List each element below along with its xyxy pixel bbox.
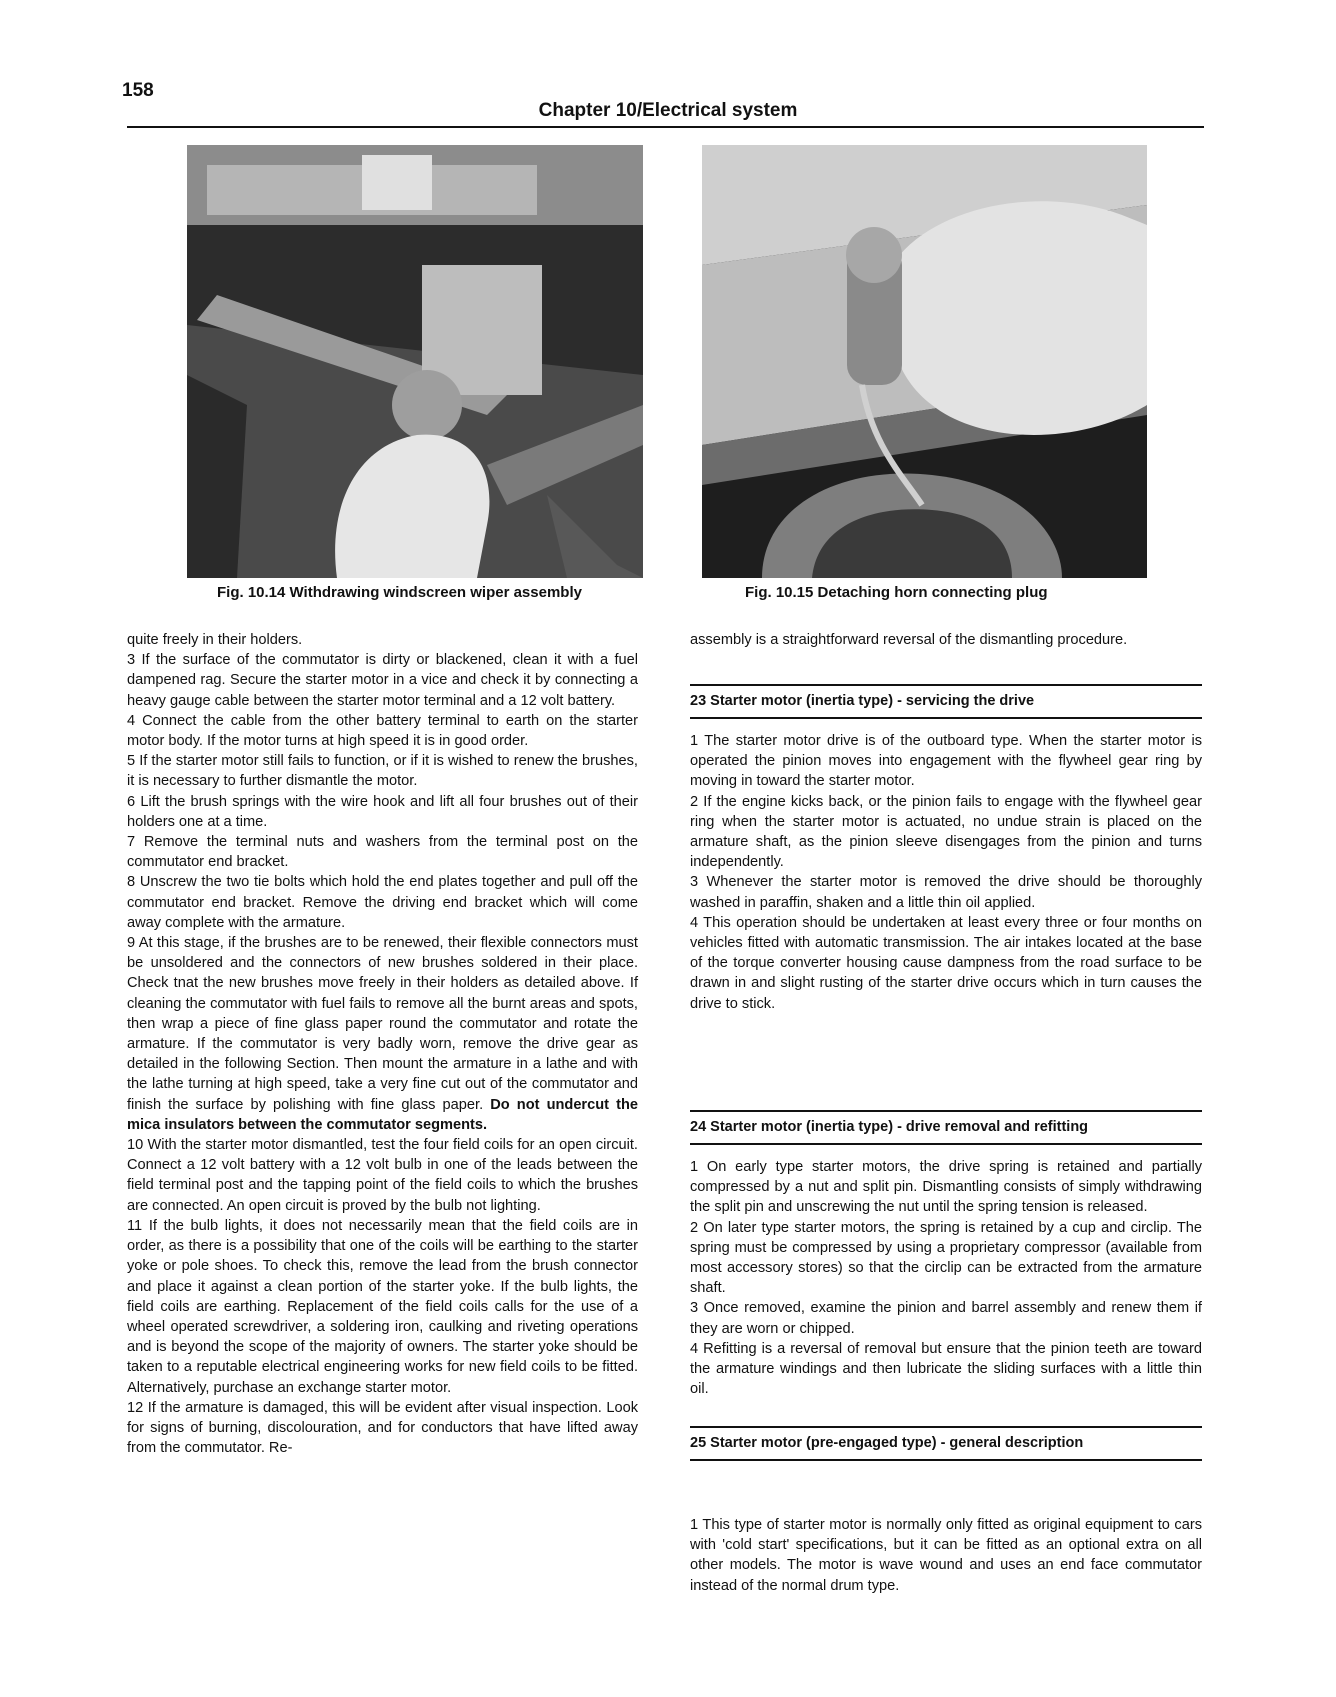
section-23-paragraph: 3 Whenever the starter motor is removed the drive should be thoroughly washed in paraffin, shaken and a little thin oil applied.	[690, 874, 1202, 911]
left-column	[127, 630, 638, 1458]
header-rule	[127, 126, 1204, 128]
right-intro-text: assembly is a straightforward reversal of the dismantling procedure.	[690, 632, 1128, 648]
chapter-title: Chapter 10/Electrical system	[538, 100, 798, 121]
right-intro	[690, 630, 1202, 650]
section-25-body	[690, 1515, 1202, 1596]
left-paragraph: 8 Unscrew the two tie bolts which hold the end plates together and pull off the commutator end bracket. Remove the driving end bracket which will come away complete with the armature.	[127, 874, 638, 931]
section-23-body	[690, 731, 1202, 1014]
left-paragraph: 5 If the starter motor still fails to function, or if it is wished to renew the brushes, it is necessary to further dismantle the motor.	[127, 753, 638, 790]
left-paragraph: 12 If the armature is damaged, this will be evident after visual inspection. Look for signs of burning, discolouration, and for conductors that have lifted away from the commutator. Re-	[127, 1399, 638, 1457]
section-23-paragraph: 4 This operation should be undertaken at least every three or four months on vehicles fitted with automatic transmission. The air intakes located at the base of the torque converter housing cause dampness from the road surface to be drawn in and slight rusting of the starter drive occurs which in turn causes the drive to stick.	[690, 914, 1202, 1012]
p9-text: 9 At this stage, if the brushes are to be renewed, their flexible connectors must be unsoldered and the connectors of new brushes soldered in their place. Check tnat the new brushes move freely in their holders as detailed above. If cleaning the commutator with fuel fails to remove all the burnt areas and spots, then wrap a piece of fine glass paper round the commutator and rotate the armature. If the commutator is very badly worn, remove the drive gear as detailed in the following Section. Then mount the armature in a lathe and with the lathe turning at high speed, take a very fine cut out of the commutator and finish the surface by polishing with fine glass paper.	[127, 935, 638, 1113]
figure-10-15-caption: Fig. 10.15 Detaching horn connecting plug	[745, 584, 1048, 601]
section-24-body	[690, 1157, 1202, 1399]
left-paragraph: 4 Connect the cable from the other battery terminal to earth on the starter motor body. If the motor turns at high speed it is in good order.	[127, 712, 638, 750]
p9-warning: Do not undercut the mica insulators between the commutator segments.	[127, 1096, 638, 1133]
section-24-paragraph: 2 On later type starter motors, the spring is retained by a cup and circlip. The spring must be compressed by using a proprietary compressor (available from most accessory stores) so that the circlip can be extracted from the armature shaft.	[690, 1219, 1202, 1297]
section-23-paragraph: 2 If the engine kicks back, or the pinion fails to engage with the flywheel gear ring when the starter motor is actuated, no undue strain is placed on the armature shaft, as the pinion sleeve disengages from the pinion and turns independently.	[690, 793, 1202, 871]
figure-10-14-caption: Fig. 10.14 Withdrawing windscreen wiper assembly	[217, 584, 582, 601]
left-paragraph: 11 If the bulb lights, it does not necessarily mean that the field coils are in order, as there is a possibility that one of the coils will be earthing to the starter yoke or pole shoes. To check this, remove the lead from the brush connector and place it against a clean portion of the starter yoke. If the bulb lights, the field coils are earthing. Replacement of the field coils calls for the use of a wheel operated screwdriver, a soldering iron, caulking and riveting operations and is beyond the scope of the majority of owners. The starter yoke should be taken to a reputable electrical engineering works for new field coils to be fitted. Alternatively, purchase an exchange starter motor.	[127, 1217, 638, 1396]
left-paragraph: 10 With the starter motor dismantled, test the four field coils for an open circuit. Connect a 12 volt battery with a 12 volt bulb in one of the leads between the field terminal post and the tapping point of the field coils to which the brushes are connected. An open circuit is proved by the bulb not lighting.	[127, 1137, 638, 1214]
left-paragraph-9	[127, 933, 638, 1135]
section-25-heading: 25 Starter motor (pre-engaged type) - general description	[690, 1426, 1202, 1461]
left-paragraph: 7 Remove the terminal nuts and washers from the terminal post on the commutator end bracket.	[127, 834, 638, 871]
figure-10-15-photo	[702, 145, 1147, 578]
section-24-paragraph: 1 On early type starter motors, the drive spring is retained and partially compressed by a nut and split pin. Dismantling consists of simply withdrawing the split pin and unscrewing the nut until the spring tension is released.	[690, 1159, 1202, 1216]
section-23-paragraph: 1 The starter motor drive is of the outboard type. When the starter motor is operated the pinion moves into engagement with the flywheel gear ring by moving in toward the starter motor.	[690, 733, 1202, 790]
left-paragraph: 6 Lift the brush springs with the wire hook and lift all four brushes out of their holders one at a time.	[127, 793, 638, 830]
section-23-heading: 23 Starter motor (inertia type) - servicing the drive	[690, 684, 1202, 719]
section-24-paragraph: 4 Refitting is a reversal of removal but ensure that the pinion teeth are toward the armature windings and then lubricate the sliding surfaces with a little thin oil.	[690, 1340, 1202, 1398]
section-24-heading: 24 Starter motor (inertia type) - drive removal and refitting	[690, 1110, 1202, 1145]
section-25-paragraph: 1 This type of starter motor is normally only fitted as original equipment to cars with 'cold start' specifications, but it can be fitted as an optional extra on all other models. The motor is wave wound and uses an end face commutator instead of the normal drum type.	[690, 1517, 1202, 1594]
left-paragraph: quite freely in their holders.	[127, 632, 303, 648]
figure-10-14-photo	[187, 145, 643, 578]
section-24-paragraph: 3 Once removed, examine the pinion and barrel assembly and renew them if they are worn or chipped.	[690, 1300, 1202, 1337]
page-number: 158	[122, 80, 154, 101]
left-paragraph: 3 If the surface of the commutator is dirty or blackened, clean it with a fuel dampened rag. Secure the starter motor in a vice and check it by connecting a heavy gauge cable between the starter motor terminal and a 12 volt battery.	[127, 652, 638, 709]
